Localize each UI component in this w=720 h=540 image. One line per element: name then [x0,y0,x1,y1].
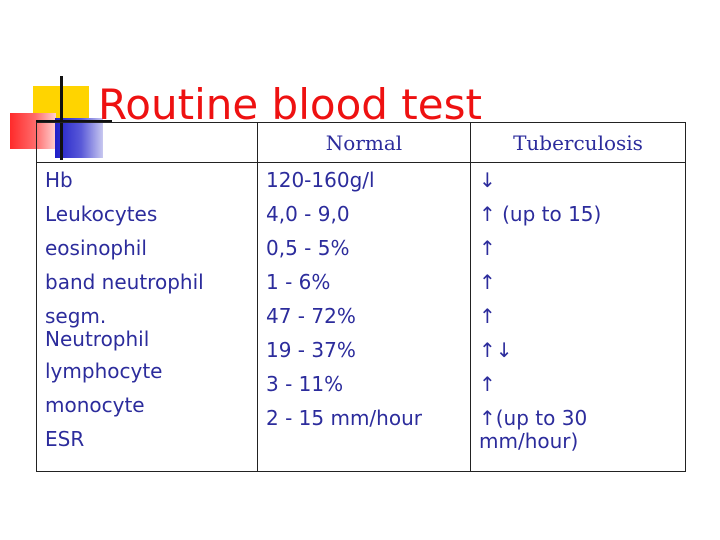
normal-value: 2 - 15 mm/hour [266,406,422,430]
parameter-item: Leukocytes [45,202,158,226]
parameter-item: segm. Neutrophil [45,304,150,351]
table-body-row [37,163,686,472]
tuberculosis-value: ↑ (up to 15) [479,202,602,226]
normal-value: 120-160g/l [266,168,375,192]
tuberculosis-value: ↑↓ [479,338,513,362]
normal-value: 3 - 11% [266,372,344,396]
tuberculosis-value: ↓ [479,168,496,192]
parameter-item: ESR [45,427,85,451]
tuberculosis-value: ↑ [479,304,496,328]
parameters-column [37,163,258,472]
tuberculosis-value: ↑ [479,372,496,396]
header-normal: Normal [258,123,471,163]
tuberculosis-value: ↑(up to 30 mm/hour) [479,406,588,453]
parameter-item: band neutrophil [45,270,204,294]
normal-value: 47 - 72% [266,304,356,328]
slide-title: Routine blood test [98,80,482,129]
parameter-item: eosinophil [45,236,147,260]
parameter-item: Hb [45,168,73,192]
parameter-item: monocyte [45,393,145,417]
blood-test-table [36,122,686,472]
tuberculosis-column [471,163,686,472]
parameter-item: lymphocyte [45,359,163,383]
header-tuberculosis: Tuberculosis [471,123,686,163]
normal-value: 4,0 - 9,0 [266,202,350,226]
normal-value: 1 - 6% [266,270,331,294]
normal-column [258,163,471,472]
tuberculosis-value: ↑ [479,270,496,294]
header-empty [37,123,258,163]
tuberculosis-value: ↑ [479,236,496,260]
normal-value: 19 - 37% [266,338,356,362]
table-header-row [37,123,686,163]
normal-value: 0,5 - 5% [266,236,350,260]
